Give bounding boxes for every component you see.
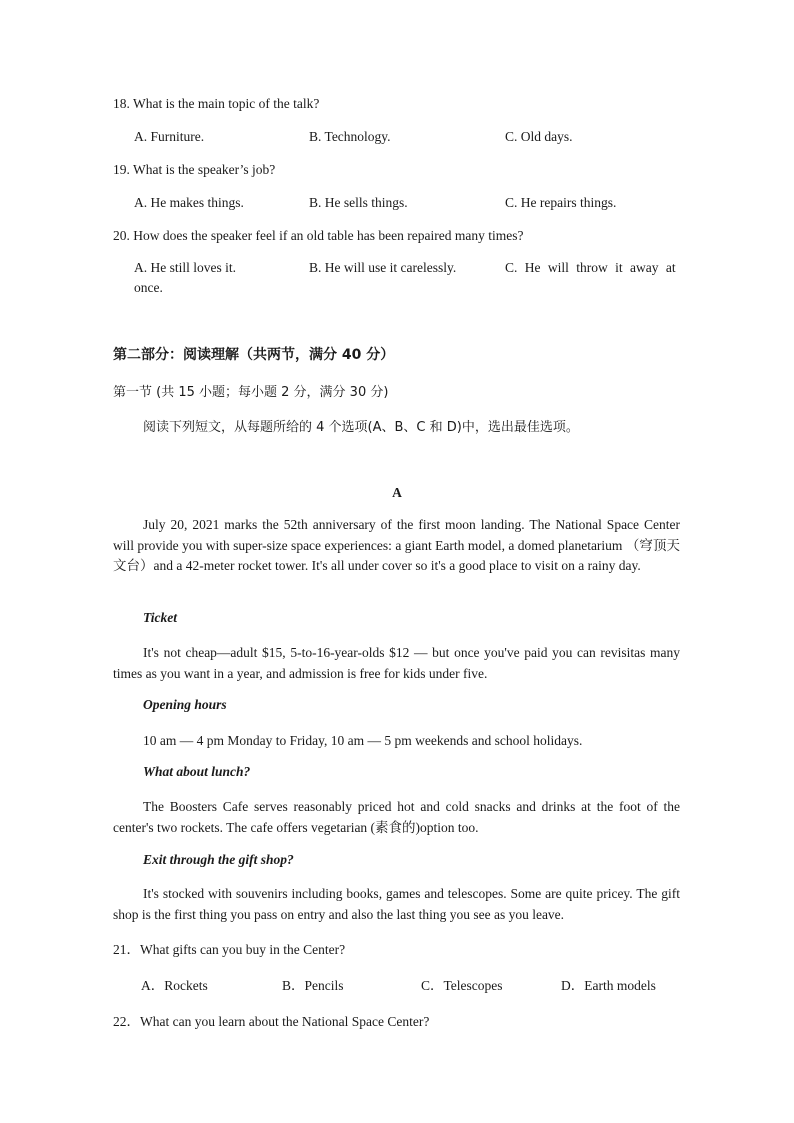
q21-option-b: B．Pencils (282, 978, 344, 993)
lunch-text: The Boosters Cafe serves reasonably priced hot and cold snacks and drinks at the foot of the center's two rockets. The cafe offers vegetarian (素食的)option too. (113, 799, 680, 835)
hours-text: 10 am — 4 pm Monday to Friday, 10 am — 5 pm weekends and school holidays. (143, 733, 583, 748)
q18-option-c: C. Old days. (505, 129, 573, 144)
question-21: 21．What gifts can you buy in the Center? (113, 942, 346, 957)
q18-option-b: B. Technology. (309, 129, 391, 144)
question-18: 18. What is the main topic of the talk? (113, 96, 320, 111)
ticket-heading: Ticket (143, 610, 177, 625)
q19-option-b: B. He sells things. (309, 195, 408, 210)
question-20: 20. How does the speaker feel if an old table has been repaired many times? (113, 228, 524, 243)
reading-instruction: 阅读下列短文，从每题所给的 4 个选项(A、B、C 和 D)中，选出最佳选项。 (143, 420, 579, 435)
part2-title: 第二部分：阅读理解（共两节，满分 40 分） (113, 347, 395, 363)
q20-option-a: A. He still loves it. (134, 260, 236, 275)
q19-option-a: A. He makes things. (134, 195, 244, 210)
q19-option-c: C. He repairs things. (505, 195, 617, 210)
lunch-heading: What about lunch? (143, 764, 251, 779)
q21-option-d: D．Earth models (561, 978, 656, 993)
q18-option-a: A. Furniture. (134, 129, 205, 144)
gift-text: It's stocked with souvenirs including books, games and telescopes. Some are quite pricey. The gift shop is the first thing you pass on entry and also the last thing you see as you leave. (113, 886, 680, 922)
passage-intro: July 20, 2021 marks the 52th anniversary of the first moon landing. The National Space Center will provide you with super-size space experiences: a giant Earth model, a domed planetarium （穹顶天文台）and a 42-meter rocket tower. It's all under cover so it's a good place to visit on a rainy day. (113, 517, 680, 573)
q21-option-a: A．Rockets (141, 978, 208, 993)
gift-heading: Exit through the gift shop? (143, 852, 294, 867)
hours-heading: Opening hours (143, 697, 227, 712)
q21-option-c: C．Telescopes (421, 978, 503, 993)
question-19: 19. What is the speaker’s job? (113, 162, 276, 177)
section1-title: 第一节 (共 15 小题；每小题 2 分，满分 30 分) (113, 385, 389, 400)
q20-option-c-wrap: once. (134, 280, 163, 295)
passage-label: A (392, 485, 402, 500)
q20-option-c: C. He will throw it away at (505, 260, 676, 275)
q20-option-b: B. He will use it carelessly. (309, 260, 457, 275)
ticket-text: It's not cheap—adult $15, 5-to-16-year-olds $12 — but once you've paid you can revisitas many times as you want in a year, and admission is free for kids under five. (113, 645, 680, 681)
question-22: 22．What can you learn about the National Space Center? (113, 1014, 430, 1029)
